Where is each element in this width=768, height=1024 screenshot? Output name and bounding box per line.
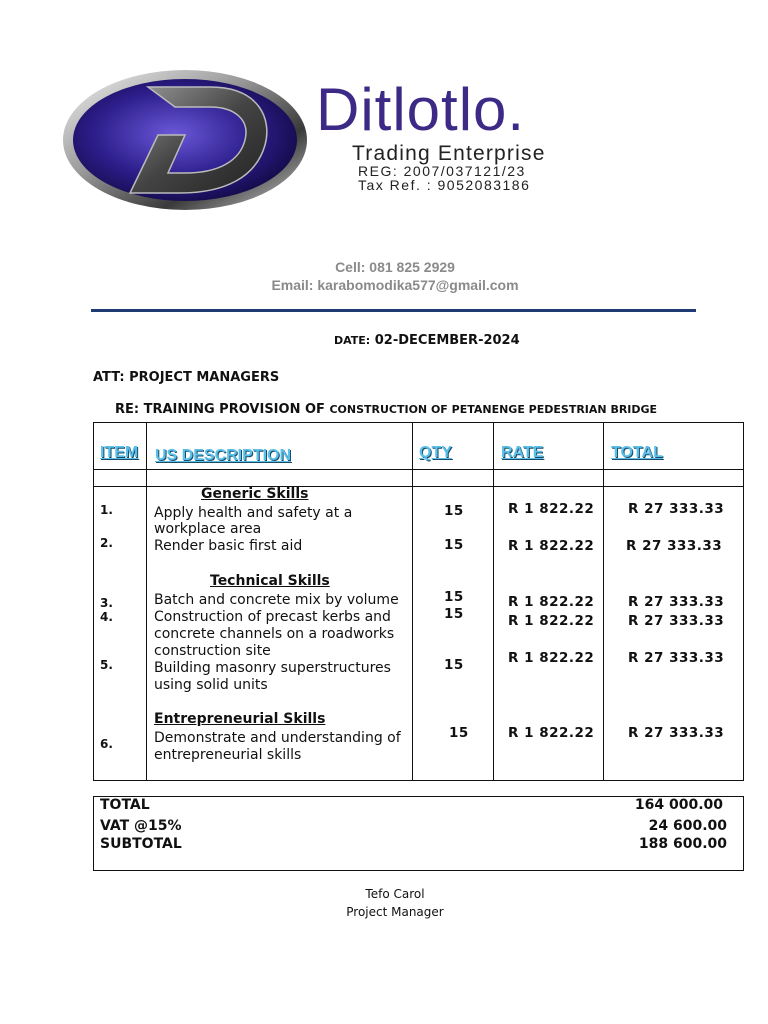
table-header-divider <box>93 486 744 487</box>
row-total: R 27 333.33 <box>626 538 723 554</box>
date-line <box>334 333 520 348</box>
row-description: Apply health and safety at a <box>154 505 353 521</box>
company-subtitle: Trading Enterprise <box>352 142 546 165</box>
subject-prefix: RE: TRAINING PROVISION OF <box>115 402 330 417</box>
vat-label: VAT @15% <box>100 818 182 834</box>
row-qty: 15 <box>444 606 464 622</box>
total-label: TOTAL <box>100 797 150 813</box>
table-col-divider <box>412 422 413 780</box>
section-technical-skills: Technical Skills <box>210 573 330 589</box>
row-description: workplace area <box>154 521 262 537</box>
row-rate: R 1 822.22 <box>508 613 595 629</box>
row-total: R 27 333.33 <box>628 650 725 666</box>
total-value: 164 000.00 <box>634 797 723 813</box>
row-total: R 27 333.33 <box>628 594 725 610</box>
company-tax-ref: Tax Ref. : 9052083186 <box>358 177 531 193</box>
row-item-number: 4. <box>100 610 113 624</box>
table-header-divider <box>93 469 744 470</box>
company-logo-emblem <box>60 65 310 215</box>
row-rate: R 1 822.22 <box>508 725 595 741</box>
row-total: R 27 333.33 <box>628 501 725 517</box>
section-entrepreneurial-skills: Entrepreneurial Skills <box>154 711 326 727</box>
section-generic-skills: Generic Skills <box>201 486 309 502</box>
signatory-title: Project Manager <box>346 905 444 919</box>
row-rate: R 1 822.22 <box>508 650 595 666</box>
row-description: entrepreneurial skills <box>154 747 302 763</box>
header-description: US DESCRIPTION <box>155 447 292 464</box>
table-col-divider <box>146 422 147 780</box>
subtotal-value: 188 600.00 <box>638 836 727 852</box>
row-item-number: 3. <box>100 596 113 610</box>
row-description: Building masonry superstructures <box>154 660 391 676</box>
header-total: TOTAL <box>611 444 663 461</box>
table-col-divider <box>603 422 604 780</box>
signatory-name: Tefo Carol <box>365 887 425 901</box>
row-qty: 15 <box>444 589 464 605</box>
row-item-number: 2. <box>100 536 113 550</box>
vat-value: 24 600.00 <box>648 818 727 834</box>
row-total: R 27 333.33 <box>628 725 725 741</box>
row-total: R 27 333.33 <box>628 613 725 629</box>
row-description: Batch and concrete mix by volume <box>154 592 399 608</box>
attention-line: ATT: PROJECT MANAGERS <box>93 370 280 385</box>
row-rate: R 1 822.22 <box>508 501 595 517</box>
table-col-divider <box>493 422 494 780</box>
subject-line <box>115 402 657 417</box>
header-item: ITEM <box>100 444 139 461</box>
contact-email: Email: karabomodika577@gmail.com <box>271 277 519 293</box>
row-description: construction site <box>154 643 271 659</box>
row-description: Construction of precast kerbs and <box>154 609 391 625</box>
row-item-number: 5. <box>100 658 113 672</box>
date-label: DATE: <box>334 334 371 347</box>
row-description: Render basic first aid <box>154 538 303 554</box>
company-reg-number: REG: 2007/037121/23 <box>358 163 526 179</box>
row-qty: 15 <box>444 657 464 673</box>
company-name: Ditlotlo. <box>316 76 526 143</box>
row-qty: 15 <box>449 725 469 741</box>
subtotal-label: SUBTOTAL <box>100 836 182 852</box>
subject-project: CONSTRUCTION OF PETANENGE PEDESTRIAN BRIDGE <box>329 403 658 416</box>
row-rate: R 1 822.22 <box>508 538 595 554</box>
row-item-number: 6. <box>100 737 113 751</box>
row-qty: 15 <box>444 503 464 519</box>
row-description: concrete channels on a roadworks <box>154 626 395 642</box>
row-rate: R 1 822.22 <box>508 594 595 610</box>
row-item-number: 1. <box>100 503 113 517</box>
header-divider <box>91 309 696 312</box>
row-description: Demonstrate and understanding of <box>154 730 401 746</box>
row-description: using solid units <box>154 677 268 693</box>
date-value: 02-DECEMBER-2024 <box>374 333 520 348</box>
row-qty: 15 <box>444 537 464 553</box>
header-qty: QTY <box>419 444 452 461</box>
contact-cell: Cell: 081 825 2929 <box>335 259 455 275</box>
header-rate: RATE <box>501 444 544 461</box>
